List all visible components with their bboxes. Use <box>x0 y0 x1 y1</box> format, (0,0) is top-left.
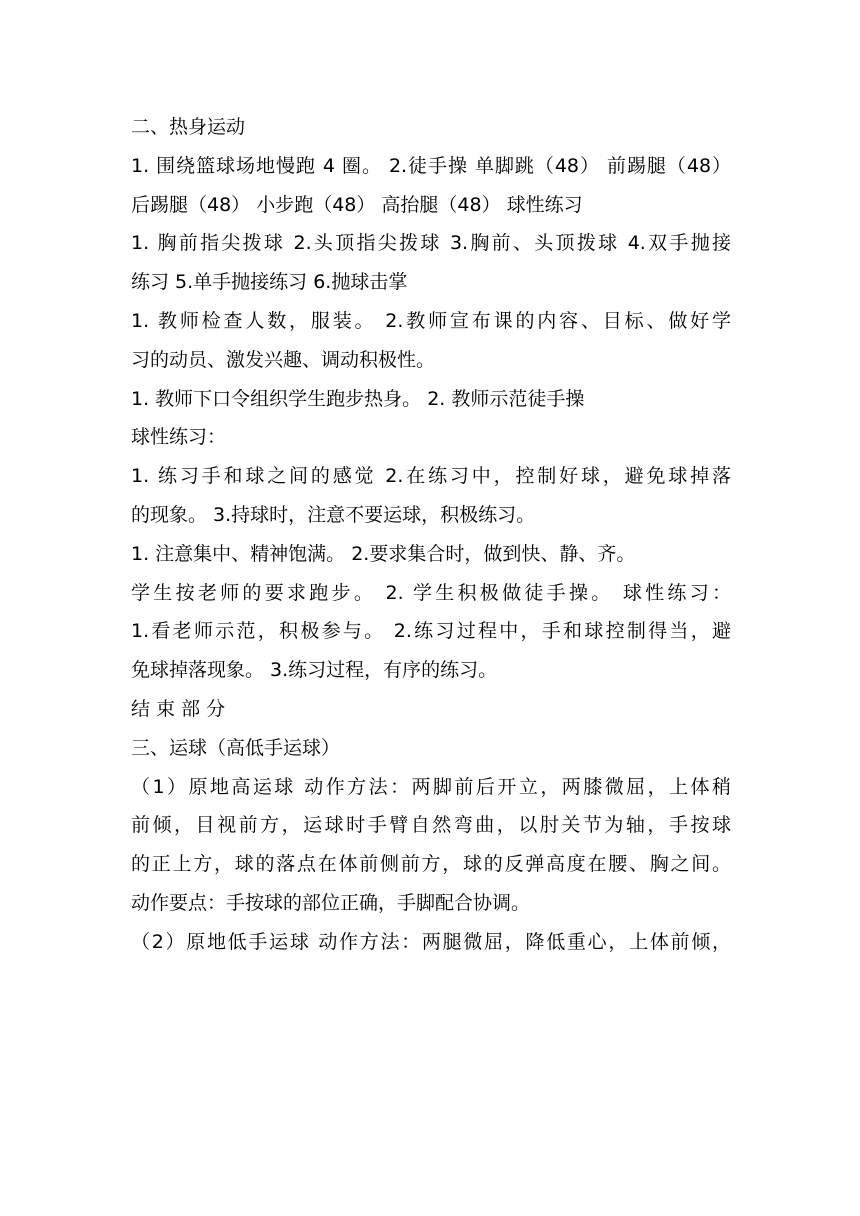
section-heading-ending: 结 束 部 分 <box>131 697 226 720</box>
paragraph-line: 学生按老师的要求跑步。 2. 学生积极做徒手操。 球性练习： <box>131 581 731 604</box>
paragraph-line: 1. 围绕篮球场地慢跑 4 圈。 2.徒手操 单脚跳（48） 前踢腿（48） <box>131 154 731 177</box>
document-body <box>131 108 731 962</box>
paragraph-line: （1）原地高运球 动作方法：两脚前后开立，两膝微屈，上体稍 <box>131 775 731 798</box>
paragraph-line: 练习 5.单手抛接练习 6.抛球击掌 <box>131 271 408 294</box>
paragraph-line: 1. 教师检查人数，服装。 2.教师宣布课的内容、目标、做好学 <box>131 309 731 332</box>
paragraph-line: 习的动员、激发兴趣、调动积极性。 <box>131 348 436 371</box>
paragraph-line: 球性练习： <box>131 426 227 449</box>
paragraph-line: 1. 练习手和球之间的感觉 2.在练习中，控制好球，避免球掉落 <box>131 465 731 488</box>
paragraph-line: 1. 教师下口令组织学生跑步热身。 2. 教师示范徒手操 <box>131 387 585 410</box>
paragraph-line: 1.看老师示范，积极参与。 2.练习过程中，手和球控制得当，避 <box>131 620 731 643</box>
paragraph-line: 的现象。 3.持球时，注意不要运球，积极练习。 <box>131 503 536 526</box>
paragraph-line: 前倾，目视前方，运球时手臂自然弯曲，以肘关节为轴，手按球 <box>131 814 731 837</box>
paragraph-line: 动作要点：手按球的部位正确，手脚配合协调。 <box>131 891 531 914</box>
paragraph-line: （2）原地低手运球 动作方法：两腿微屈，降低重心，上体前倾， <box>131 930 731 953</box>
paragraph-line: 1. 注意集中、精神饱满。 2.要求集合时，做到快、静、齐。 <box>131 542 636 565</box>
section-heading-dribbling: 三、运球（高低手运球） <box>131 736 341 759</box>
paragraph-line: 免球掉落现象。 3.练习过程，有序的练习。 <box>131 659 498 682</box>
section-heading-warmup: 二、热身运动 <box>131 116 246 138</box>
paragraph-line: 1. 胸前指尖拨球 2.头顶指尖拨球 3.胸前、头顶拨球 4.双手抛接 <box>131 232 731 255</box>
paragraph-line: 的正上方，球的落点在体前侧前方，球的反弹高度在腰、胸之间。 <box>131 853 731 876</box>
paragraph-line: 后踢腿（48） 小步跑（48） 高抬腿（48） 球性练习 <box>131 193 583 216</box>
